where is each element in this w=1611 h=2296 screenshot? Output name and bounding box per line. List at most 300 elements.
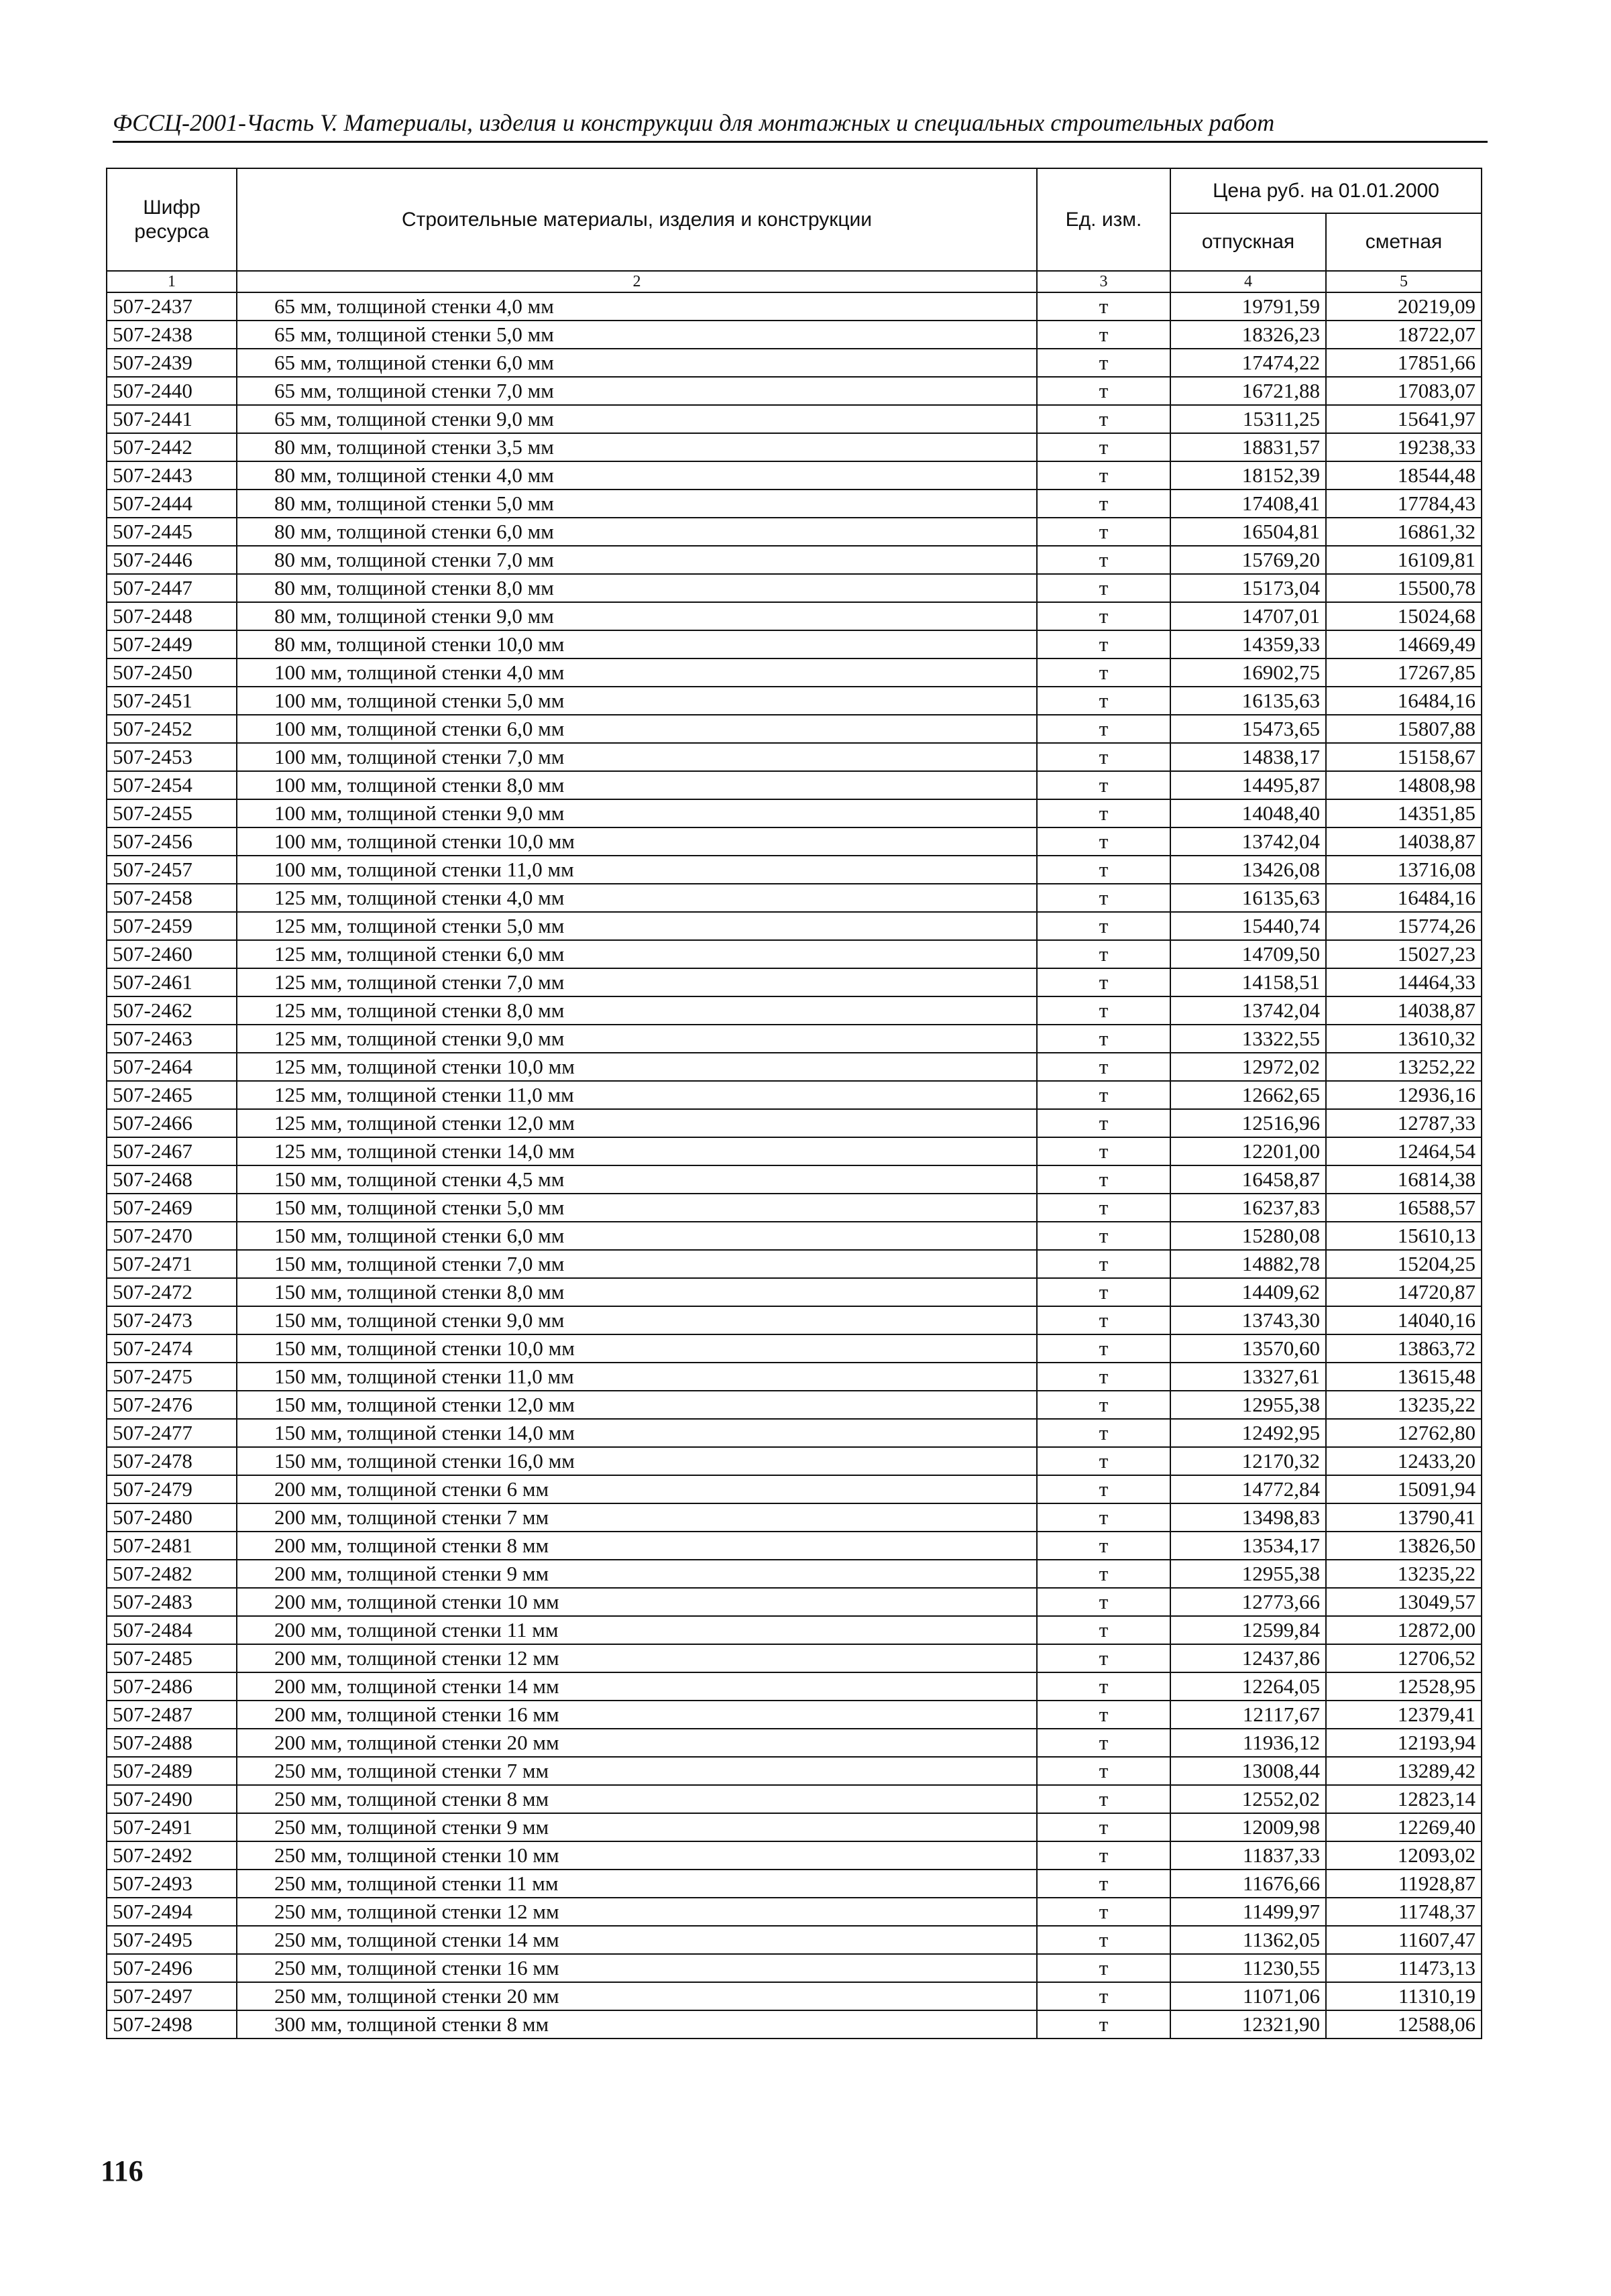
material-name: 200 мм, толщиной стенки 20 мм bbox=[237, 1729, 1037, 1757]
release-price: 17474,22 bbox=[1170, 349, 1326, 377]
release-price: 15769,20 bbox=[1170, 546, 1326, 574]
table-row bbox=[107, 349, 1482, 377]
estimate-price: 12379,41 bbox=[1326, 1701, 1482, 1729]
material-name: 100 мм, толщиной стенки 9,0 мм bbox=[237, 799, 1037, 827]
table-row bbox=[107, 546, 1482, 574]
resource-code: 507-2461 bbox=[107, 968, 237, 996]
estimate-price: 13610,32 bbox=[1326, 1025, 1482, 1053]
table-row bbox=[107, 1081, 1482, 1109]
unit-of-measure: т bbox=[1037, 884, 1170, 912]
release-price: 15440,74 bbox=[1170, 912, 1326, 940]
table-row bbox=[107, 1137, 1482, 1165]
release-price: 16504,81 bbox=[1170, 518, 1326, 546]
resource-code: 507-2442 bbox=[107, 433, 237, 461]
release-price: 13322,55 bbox=[1170, 1025, 1326, 1053]
estimate-price: 15091,94 bbox=[1326, 1475, 1482, 1503]
unit-of-measure: т bbox=[1037, 1334, 1170, 1363]
estimate-price: 15500,78 bbox=[1326, 574, 1482, 602]
material-name: 200 мм, толщиной стенки 9 мм bbox=[237, 1560, 1037, 1588]
resource-code: 507-2472 bbox=[107, 1278, 237, 1306]
estimate-price: 11310,19 bbox=[1326, 1982, 1482, 2010]
table-row bbox=[107, 1363, 1482, 1391]
material-name: 150 мм, толщиной стенки 14,0 мм bbox=[237, 1419, 1037, 1447]
estimate-price: 18722,07 bbox=[1326, 321, 1482, 349]
resource-code: 507-2480 bbox=[107, 1503, 237, 1532]
estimate-price: 12588,06 bbox=[1326, 2010, 1482, 2039]
release-price: 13426,08 bbox=[1170, 856, 1326, 884]
material-name: 80 мм, толщиной стенки 9,0 мм bbox=[237, 602, 1037, 630]
resource-code: 507-2470 bbox=[107, 1222, 237, 1250]
unit-of-measure: т bbox=[1037, 940, 1170, 968]
estimate-price: 16484,16 bbox=[1326, 884, 1482, 912]
unit-of-measure: т bbox=[1037, 630, 1170, 658]
estimate-price: 14038,87 bbox=[1326, 827, 1482, 856]
release-price: 18152,39 bbox=[1170, 461, 1326, 490]
estimate-price: 12762,80 bbox=[1326, 1419, 1482, 1447]
resource-code: 507-2487 bbox=[107, 1701, 237, 1729]
release-price: 12662,65 bbox=[1170, 1081, 1326, 1109]
column-number: 3 bbox=[1037, 271, 1170, 292]
unit-of-measure: т bbox=[1037, 1560, 1170, 1588]
estimate-price: 13289,42 bbox=[1326, 1757, 1482, 1785]
resource-code: 507-2473 bbox=[107, 1306, 237, 1334]
release-price: 18831,57 bbox=[1170, 433, 1326, 461]
table-row bbox=[107, 1222, 1482, 1250]
estimate-price: 13863,72 bbox=[1326, 1334, 1482, 1363]
estimate-price: 20219,09 bbox=[1326, 292, 1482, 321]
estimate-price: 13826,50 bbox=[1326, 1532, 1482, 1560]
col-header-unit: Ед. изм. bbox=[1037, 168, 1170, 271]
estimate-price: 13615,48 bbox=[1326, 1363, 1482, 1391]
table-row bbox=[107, 743, 1482, 771]
unit-of-measure: т bbox=[1037, 321, 1170, 349]
unit-of-measure: т bbox=[1037, 1757, 1170, 1785]
unit-of-measure: т bbox=[1037, 799, 1170, 827]
estimate-price: 11607,47 bbox=[1326, 1926, 1482, 1954]
table-row bbox=[107, 1475, 1482, 1503]
table-row bbox=[107, 602, 1482, 630]
resource-code: 507-2453 bbox=[107, 743, 237, 771]
material-name: 100 мм, толщиной стенки 7,0 мм bbox=[237, 743, 1037, 771]
estimate-price: 14464,33 bbox=[1326, 968, 1482, 996]
material-name: 65 мм, толщиной стенки 7,0 мм bbox=[237, 377, 1037, 405]
table-row bbox=[107, 321, 1482, 349]
estimate-price: 19238,33 bbox=[1326, 433, 1482, 461]
release-price: 19791,59 bbox=[1170, 292, 1326, 321]
resource-code: 507-2446 bbox=[107, 546, 237, 574]
estimate-price: 15610,13 bbox=[1326, 1222, 1482, 1250]
material-name: 250 мм, толщиной стенки 11 мм bbox=[237, 1870, 1037, 1898]
table-row bbox=[107, 1701, 1482, 1729]
unit-of-measure: т bbox=[1037, 968, 1170, 996]
release-price: 11936,12 bbox=[1170, 1729, 1326, 1757]
material-name: 150 мм, толщиной стенки 10,0 мм bbox=[237, 1334, 1037, 1363]
release-price: 16135,63 bbox=[1170, 687, 1326, 715]
unit-of-measure: т bbox=[1037, 433, 1170, 461]
table-row bbox=[107, 1898, 1482, 1926]
release-price: 12773,66 bbox=[1170, 1588, 1326, 1616]
unit-of-measure: т bbox=[1037, 518, 1170, 546]
estimate-price: 14038,87 bbox=[1326, 996, 1482, 1025]
estimate-price: 13790,41 bbox=[1326, 1503, 1482, 1532]
resource-code: 507-2457 bbox=[107, 856, 237, 884]
unit-of-measure: т bbox=[1037, 715, 1170, 743]
unit-of-measure: т bbox=[1037, 1616, 1170, 1644]
material-name: 200 мм, толщиной стенки 8 мм bbox=[237, 1532, 1037, 1560]
column-number: 4 bbox=[1170, 271, 1326, 292]
material-name: 250 мм, толщиной стенки 14 мм bbox=[237, 1926, 1037, 1954]
column-number: 5 bbox=[1326, 271, 1482, 292]
estimate-price: 15774,26 bbox=[1326, 912, 1482, 940]
resource-code: 507-2455 bbox=[107, 799, 237, 827]
material-name: 300 мм, толщиной стенки 8 мм bbox=[237, 2010, 1037, 2039]
table-row bbox=[107, 912, 1482, 940]
resource-code: 507-2437 bbox=[107, 292, 237, 321]
estimate-price: 14351,85 bbox=[1326, 799, 1482, 827]
unit-of-measure: т bbox=[1037, 349, 1170, 377]
unit-of-measure: т bbox=[1037, 1109, 1170, 1137]
table-row bbox=[107, 630, 1482, 658]
table-row bbox=[107, 1391, 1482, 1419]
material-name: 80 мм, толщиной стенки 7,0 мм bbox=[237, 546, 1037, 574]
resource-code: 507-2468 bbox=[107, 1165, 237, 1194]
unit-of-measure: т bbox=[1037, 856, 1170, 884]
unit-of-measure: т bbox=[1037, 1222, 1170, 1250]
release-price: 13742,04 bbox=[1170, 827, 1326, 856]
material-name: 200 мм, толщиной стенки 16 мм bbox=[237, 1701, 1037, 1729]
table-row bbox=[107, 1982, 1482, 2010]
release-price: 12201,00 bbox=[1170, 1137, 1326, 1165]
resource-code: 507-2481 bbox=[107, 1532, 237, 1560]
table-row bbox=[107, 1616, 1482, 1644]
unit-of-measure: т bbox=[1037, 1701, 1170, 1729]
table-row bbox=[107, 1532, 1482, 1560]
resource-code: 507-2444 bbox=[107, 490, 237, 518]
release-price: 14707,01 bbox=[1170, 602, 1326, 630]
table-row bbox=[107, 292, 1482, 321]
resource-code: 507-2494 bbox=[107, 1898, 237, 1926]
estimate-price: 16861,32 bbox=[1326, 518, 1482, 546]
material-name: 200 мм, толщиной стенки 6 мм bbox=[237, 1475, 1037, 1503]
unit-of-measure: т bbox=[1037, 1870, 1170, 1898]
resource-code: 507-2458 bbox=[107, 884, 237, 912]
unit-of-measure: т bbox=[1037, 827, 1170, 856]
material-name: 150 мм, толщиной стенки 6,0 мм bbox=[237, 1222, 1037, 1250]
material-name: 200 мм, толщиной стенки 12 мм bbox=[237, 1644, 1037, 1672]
material-name: 125 мм, толщиной стенки 6,0 мм bbox=[237, 940, 1037, 968]
estimate-price: 17784,43 bbox=[1326, 490, 1482, 518]
release-price: 12437,86 bbox=[1170, 1644, 1326, 1672]
estimate-price: 12269,40 bbox=[1326, 1813, 1482, 1841]
release-price: 16458,87 bbox=[1170, 1165, 1326, 1194]
resource-code: 507-2441 bbox=[107, 405, 237, 433]
release-price: 16902,75 bbox=[1170, 658, 1326, 687]
resource-code: 507-2469 bbox=[107, 1194, 237, 1222]
unit-of-measure: т bbox=[1037, 1785, 1170, 1813]
unit-of-measure: т bbox=[1037, 1926, 1170, 1954]
unit-of-measure: т bbox=[1037, 1053, 1170, 1081]
document-title: ФССЦ-2001-Часть V. Материалы, изделия и конструкции для монтажных и специальных строительных работ bbox=[113, 109, 1275, 136]
release-price: 12599,84 bbox=[1170, 1616, 1326, 1644]
unit-of-measure: т bbox=[1037, 687, 1170, 715]
unit-of-measure: т bbox=[1037, 292, 1170, 321]
material-name: 65 мм, толщиной стенки 5,0 мм bbox=[237, 321, 1037, 349]
unit-of-measure: т bbox=[1037, 1250, 1170, 1278]
release-price: 12492,95 bbox=[1170, 1419, 1326, 1447]
unit-of-measure: т bbox=[1037, 1841, 1170, 1870]
release-price: 13743,30 bbox=[1170, 1306, 1326, 1334]
release-price: 12170,32 bbox=[1170, 1447, 1326, 1475]
material-name: 65 мм, толщиной стенки 9,0 мм bbox=[237, 405, 1037, 433]
unit-of-measure: т bbox=[1037, 1081, 1170, 1109]
material-name: 200 мм, толщиной стенки 7 мм bbox=[237, 1503, 1037, 1532]
release-price: 11499,97 bbox=[1170, 1898, 1326, 1926]
material-name: 150 мм, толщиной стенки 8,0 мм bbox=[237, 1278, 1037, 1306]
resource-code: 507-2456 bbox=[107, 827, 237, 856]
table-row bbox=[107, 490, 1482, 518]
estimate-price: 12936,16 bbox=[1326, 1081, 1482, 1109]
estimate-price: 12193,94 bbox=[1326, 1729, 1482, 1757]
release-price: 13742,04 bbox=[1170, 996, 1326, 1025]
resource-code: 507-2491 bbox=[107, 1813, 237, 1841]
resource-code: 507-2445 bbox=[107, 518, 237, 546]
release-price: 15311,25 bbox=[1170, 405, 1326, 433]
material-name: 125 мм, толщиной стенки 9,0 мм bbox=[237, 1025, 1037, 1053]
unit-of-measure: т bbox=[1037, 1644, 1170, 1672]
resource-code: 507-2489 bbox=[107, 1757, 237, 1785]
estimate-price: 14808,98 bbox=[1326, 771, 1482, 799]
unit-of-measure: т bbox=[1037, 743, 1170, 771]
resource-code: 507-2490 bbox=[107, 1785, 237, 1813]
table-row bbox=[107, 1757, 1482, 1785]
resource-code: 507-2483 bbox=[107, 1588, 237, 1616]
unit-of-measure: т bbox=[1037, 1729, 1170, 1757]
material-name: 125 мм, толщиной стенки 4,0 мм bbox=[237, 884, 1037, 912]
unit-of-measure: т bbox=[1037, 1363, 1170, 1391]
table-row bbox=[107, 1926, 1482, 1954]
material-name: 65 мм, толщиной стенки 4,0 мм bbox=[237, 292, 1037, 321]
release-price: 11071,06 bbox=[1170, 1982, 1326, 2010]
table-row bbox=[107, 996, 1482, 1025]
release-price: 12972,02 bbox=[1170, 1053, 1326, 1081]
material-name: 100 мм, толщиной стенки 6,0 мм bbox=[237, 715, 1037, 743]
material-name: 65 мм, толщиной стенки 6,0 мм bbox=[237, 349, 1037, 377]
table-row bbox=[107, 1165, 1482, 1194]
material-name: 80 мм, толщиной стенки 4,0 мм bbox=[237, 461, 1037, 490]
resource-code: 507-2475 bbox=[107, 1363, 237, 1391]
resource-code: 507-2451 bbox=[107, 687, 237, 715]
resource-code: 507-2465 bbox=[107, 1081, 237, 1109]
unit-of-measure: т bbox=[1037, 1813, 1170, 1841]
unit-of-measure: т bbox=[1037, 771, 1170, 799]
material-name: 100 мм, толщиной стенки 4,0 мм bbox=[237, 658, 1037, 687]
unit-of-measure: т bbox=[1037, 1503, 1170, 1532]
table-row bbox=[107, 1841, 1482, 1870]
table-row bbox=[107, 1729, 1482, 1757]
estimate-price: 12823,14 bbox=[1326, 1785, 1482, 1813]
table-row bbox=[107, 1588, 1482, 1616]
estimate-price: 18544,48 bbox=[1326, 461, 1482, 490]
release-price: 15173,04 bbox=[1170, 574, 1326, 602]
table-body bbox=[107, 292, 1482, 2039]
unit-of-measure: т bbox=[1037, 996, 1170, 1025]
table-row bbox=[107, 1560, 1482, 1588]
release-price: 12516,96 bbox=[1170, 1109, 1326, 1137]
table-row bbox=[107, 799, 1482, 827]
table-row bbox=[107, 1334, 1482, 1363]
resource-code: 507-2464 bbox=[107, 1053, 237, 1081]
unit-of-measure: т bbox=[1037, 1025, 1170, 1053]
unit-of-measure: т bbox=[1037, 1137, 1170, 1165]
resource-code: 507-2463 bbox=[107, 1025, 237, 1053]
material-name: 150 мм, толщиной стенки 11,0 мм bbox=[237, 1363, 1037, 1391]
unit-of-measure: т bbox=[1037, 405, 1170, 433]
estimate-price: 11928,87 bbox=[1326, 1870, 1482, 1898]
material-name: 125 мм, толщиной стенки 8,0 мм bbox=[237, 996, 1037, 1025]
unit-of-measure: т bbox=[1037, 490, 1170, 518]
resource-code: 507-2459 bbox=[107, 912, 237, 940]
column-numbers-row bbox=[107, 271, 1482, 292]
unit-of-measure: т bbox=[1037, 1306, 1170, 1334]
table-header bbox=[107, 168, 1482, 292]
resource-code: 507-2493 bbox=[107, 1870, 237, 1898]
resource-code: 507-2438 bbox=[107, 321, 237, 349]
table-row bbox=[107, 940, 1482, 968]
page-header bbox=[113, 110, 1488, 143]
release-price: 12955,38 bbox=[1170, 1560, 1326, 1588]
estimate-price: 17083,07 bbox=[1326, 377, 1482, 405]
col-header-price-estimate: сметная bbox=[1326, 213, 1482, 271]
resource-code: 507-2476 bbox=[107, 1391, 237, 1419]
estimate-price: 13252,22 bbox=[1326, 1053, 1482, 1081]
table-row bbox=[107, 433, 1482, 461]
material-name: 100 мм, толщиной стенки 11,0 мм bbox=[237, 856, 1037, 884]
estimate-price: 12706,52 bbox=[1326, 1644, 1482, 1672]
resource-code: 507-2496 bbox=[107, 1954, 237, 1982]
column-number: 1 bbox=[107, 271, 237, 292]
resource-code: 507-2440 bbox=[107, 377, 237, 405]
release-price: 11837,33 bbox=[1170, 1841, 1326, 1870]
table-row bbox=[107, 1672, 1482, 1701]
release-price: 12264,05 bbox=[1170, 1672, 1326, 1701]
unit-of-measure: т bbox=[1037, 1278, 1170, 1306]
material-name: 100 мм, толщиной стенки 8,0 мм bbox=[237, 771, 1037, 799]
resource-code: 507-2474 bbox=[107, 1334, 237, 1363]
material-name: 125 мм, толщиной стенки 7,0 мм bbox=[237, 968, 1037, 996]
resource-code: 507-2477 bbox=[107, 1419, 237, 1447]
col-header-price-release: отпускная bbox=[1170, 213, 1326, 271]
material-name: 250 мм, толщиной стенки 9 мм bbox=[237, 1813, 1037, 1841]
col-header-code: Шифр ресурса bbox=[107, 168, 237, 271]
estimate-price: 15024,68 bbox=[1326, 602, 1482, 630]
table-row bbox=[107, 1644, 1482, 1672]
release-price: 12117,67 bbox=[1170, 1701, 1326, 1729]
material-name: 80 мм, толщиной стенки 8,0 мм bbox=[237, 574, 1037, 602]
material-name: 150 мм, толщиной стенки 16,0 мм bbox=[237, 1447, 1037, 1475]
estimate-price: 11473,13 bbox=[1326, 1954, 1482, 1982]
material-name: 125 мм, толщиной стенки 11,0 мм bbox=[237, 1081, 1037, 1109]
unit-of-measure: т bbox=[1037, 1954, 1170, 1982]
table-row bbox=[107, 1870, 1482, 1898]
unit-of-measure: т bbox=[1037, 602, 1170, 630]
table-row bbox=[107, 1194, 1482, 1222]
release-price: 14882,78 bbox=[1170, 1250, 1326, 1278]
estimate-price: 14040,16 bbox=[1326, 1306, 1482, 1334]
unit-of-measure: т bbox=[1037, 1165, 1170, 1194]
estimate-price: 15204,25 bbox=[1326, 1250, 1482, 1278]
material-name: 150 мм, толщиной стенки 12,0 мм bbox=[237, 1391, 1037, 1419]
material-name: 125 мм, толщиной стенки 10,0 мм bbox=[237, 1053, 1037, 1081]
table-row bbox=[107, 968, 1482, 996]
table-row bbox=[107, 377, 1482, 405]
material-name: 125 мм, толщиной стенки 5,0 мм bbox=[237, 912, 1037, 940]
resource-code: 507-2471 bbox=[107, 1250, 237, 1278]
table-row bbox=[107, 1954, 1482, 1982]
resource-code: 507-2443 bbox=[107, 461, 237, 490]
table-row bbox=[107, 1306, 1482, 1334]
estimate-price: 12872,00 bbox=[1326, 1616, 1482, 1644]
release-price: 16135,63 bbox=[1170, 884, 1326, 912]
estimate-price: 14720,87 bbox=[1326, 1278, 1482, 1306]
release-price: 18326,23 bbox=[1170, 321, 1326, 349]
unit-of-measure: т bbox=[1037, 658, 1170, 687]
release-price: 12552,02 bbox=[1170, 1785, 1326, 1813]
resource-code: 507-2486 bbox=[107, 1672, 237, 1701]
estimate-price: 13716,08 bbox=[1326, 856, 1482, 884]
unit-of-measure: т bbox=[1037, 1982, 1170, 2010]
release-price: 17408,41 bbox=[1170, 490, 1326, 518]
estimate-price: 16484,16 bbox=[1326, 687, 1482, 715]
table-row bbox=[107, 2010, 1482, 2039]
col-header-price-group: Цена руб. на 01.01.2000 bbox=[1170, 168, 1482, 213]
resource-code: 507-2478 bbox=[107, 1447, 237, 1475]
release-price: 14838,17 bbox=[1170, 743, 1326, 771]
release-price: 14709,50 bbox=[1170, 940, 1326, 968]
resource-code: 507-2484 bbox=[107, 1616, 237, 1644]
release-price: 11362,05 bbox=[1170, 1926, 1326, 1954]
release-price: 13570,60 bbox=[1170, 1334, 1326, 1363]
material-name: 100 мм, толщиной стенки 5,0 мм bbox=[237, 687, 1037, 715]
unit-of-measure: т bbox=[1037, 1898, 1170, 1926]
release-price: 14048,40 bbox=[1170, 799, 1326, 827]
release-price: 11676,66 bbox=[1170, 1870, 1326, 1898]
resource-code: 507-2495 bbox=[107, 1926, 237, 1954]
resource-code: 507-2497 bbox=[107, 1982, 237, 2010]
estimate-price: 17851,66 bbox=[1326, 349, 1482, 377]
material-name: 150 мм, толщиной стенки 4,5 мм bbox=[237, 1165, 1037, 1194]
table-row bbox=[107, 827, 1482, 856]
release-price: 12009,98 bbox=[1170, 1813, 1326, 1841]
material-name: 80 мм, толщиной стенки 6,0 мм bbox=[237, 518, 1037, 546]
release-price: 11230,55 bbox=[1170, 1954, 1326, 1982]
material-name: 125 мм, толщиной стенки 12,0 мм bbox=[237, 1109, 1037, 1137]
resource-code: 507-2460 bbox=[107, 940, 237, 968]
resource-code: 507-2452 bbox=[107, 715, 237, 743]
release-price: 13534,17 bbox=[1170, 1532, 1326, 1560]
table-row bbox=[107, 715, 1482, 743]
table-row bbox=[107, 1813, 1482, 1841]
material-name: 250 мм, толщиной стенки 12 мм bbox=[237, 1898, 1037, 1926]
unit-of-measure: т bbox=[1037, 912, 1170, 940]
release-price: 15473,65 bbox=[1170, 715, 1326, 743]
table-row bbox=[107, 884, 1482, 912]
col-header-name: Строительные материалы, изделия и конструкции bbox=[237, 168, 1037, 271]
estimate-price: 15807,88 bbox=[1326, 715, 1482, 743]
release-price: 15280,08 bbox=[1170, 1222, 1326, 1250]
table-row bbox=[107, 1053, 1482, 1081]
table-row bbox=[107, 771, 1482, 799]
material-name: 80 мм, толщиной стенки 10,0 мм bbox=[237, 630, 1037, 658]
